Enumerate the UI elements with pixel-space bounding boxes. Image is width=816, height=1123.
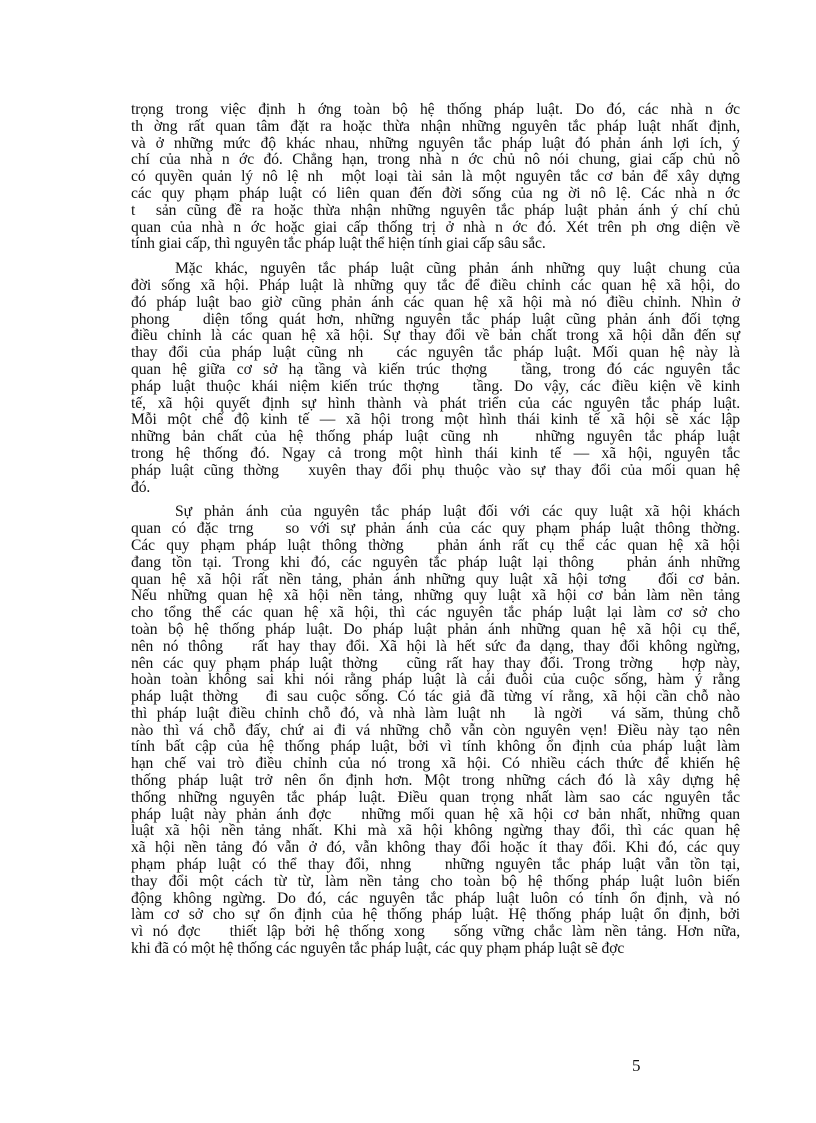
text-line: xã hội nền tảng đó vẫn ở đó, vẫn không thay đổi hoặc ít thay đổi. Khi đó, các quy	[131, 839, 740, 857]
text-line: Nếu những quan hệ xã hội nền tảng, những quy luật xã hội cơ bản làm nền tảng	[131, 587, 740, 605]
text-line: đó pháp luật bao giờ cũng phản ánh các quan hệ xã hội mà nó điều chỉnh. Nhìn ở	[131, 293, 740, 311]
paragraph-2	[131, 261, 740, 496]
text-line: nên các quy phạm pháp luật thờng cũng rất hay thay đổi. Trong trờng hợp này,	[131, 654, 740, 672]
text-line: tính bất cập của hệ thống pháp luật, bởi vì tính không ổn định của pháp luật làm	[131, 738, 740, 756]
text-line: đang tồn tại. Trong khi đó, các nguyên tắc pháp luật lại thông phản ánh những	[131, 553, 740, 571]
text-line: quan của nhà n ớc hoặc giai cấp thống trị ở nhà n ớc đó. Xét trên ph ơng diện về	[131, 218, 740, 236]
text-line: Sự phản ánh của nguyên tắc pháp luật đối với các quy luật xã hội khách	[175, 503, 740, 521]
text-line: nên nó thông rất hay thay đổi. Xã hội là hết sức đa dạng, thay đổi không ngừng,	[131, 637, 740, 655]
text-line: luật xã hội nền tảng nhất. Khi mà xã hội không ngừng thay đổi, thì các quan hệ	[131, 822, 740, 840]
text-line: động không ngừng. Do đó, các nguyên tắc pháp luật luôn có tính ổn định, và nó	[131, 889, 740, 907]
page-number: 5	[632, 1056, 641, 1075]
text-line: pháp luật cũng thờng xuyên thay đổi phụ thuộc vào sự thay đổi của mối quan hệ	[131, 461, 740, 479]
text-line: đời sống xã hội. Pháp luật là những quy tắc để điều chỉnh các quan hệ xã hội, do	[131, 276, 740, 294]
text-line: quan hệ giữa cơ sở hạ tầng và kiến trúc thợng tầng, trong đó các nguyên tắc	[131, 360, 740, 378]
text-line: t sản cũng đề ra hoặc thừa nhận những nguyên tắc pháp luật phản ánh ý chí chủ	[131, 201, 740, 219]
text-line: thì pháp luật điều chỉnh chỗ đó, và nhà làm luật nh là ngời vá săm, thủng chỗ	[131, 704, 740, 722]
body-text	[131, 102, 740, 966]
text-line: Mỗi một chế độ kinh tế — xã hội trong một hình thái kinh tế xã hội sẽ xác lập	[131, 411, 740, 429]
text-line: thống pháp luật trở nên ổn định hơn. Một trong những cách đó là xây dựng hệ	[131, 772, 740, 790]
text-line: hoàn toàn không sai khi nói rằng pháp luật là cái đuôi của cuộc sống, hàm ý rằng	[131, 671, 740, 689]
text-line: chí của nhà n ớc đó. Chẳng hạn, trong nhà n ớc chủ nô nói chung, giai cấp chủ nô	[131, 151, 740, 169]
paragraph-1	[131, 102, 740, 253]
text-line: thống những nguyên tắc pháp luật. Điều quan trọng nhất làm sao các nguyên tắc	[131, 788, 740, 806]
text-line: những bản chất của hệ thống pháp luật cũng nh những nguyên tắc pháp luật	[131, 428, 740, 446]
text-line: vì nó đợc thiết lập bởi hệ thống xong sống vững chắc làm nền tảng. Hơn nữa,	[131, 923, 740, 941]
text-line: Mặc khác, nguyên tắc pháp luật cũng phản ánh những quy luật chung của	[175, 260, 740, 278]
text-line: điều chỉnh là các quan hệ xã hội. Sự thay đổi về bản chất trong xã hội dẫn đến sự	[131, 327, 740, 345]
text-line: cho tổng thể các quan hệ xã hội, thì các nguyên tắc pháp luật lại làm cơ sở cho	[131, 604, 740, 622]
text-line: quan có đặc trng so với sự phản ánh của các quy phạm pháp luật thông thờng.	[131, 520, 740, 538]
text-line: trong hệ thống đó. Ngay cả trong một hình thái kinh tế — xã hội, nguyên tắc	[131, 444, 740, 462]
text-line: hạn chế vai trò điều chỉnh của nó trong xã hội. Có nhiều cách thức để khiến hệ	[131, 755, 740, 773]
text-line: thay đổi một cách từ từ, làm nền tảng cho toàn bộ hệ thống pháp luật luôn biến	[131, 872, 740, 890]
text-line: khi đã có một hệ thống các nguyên tắc pháp luật, các quy phạm pháp luật sẽ đợc	[131, 940, 625, 958]
text-line: làm cơ sở cho sự ổn định của hệ thống pháp luật. Hệ thống pháp luật ổn định, bởi	[131, 906, 740, 924]
text-line: có quyền quản lý nô lệ nh một loại tài sản là một nguyên tắc cơ bản để xây dựng	[131, 168, 740, 186]
text-line: phong diện tổng quát hơn, những nguyên tắc pháp luật cũng phản ánh đối tợng	[131, 310, 740, 328]
text-line: th ờng rất quan tâm đặt ra hoặc thừa nhận những nguyên tắc pháp luật nhất định,	[131, 117, 740, 135]
text-line: thay đổi của pháp luật cũng nh các nguyên tắc pháp luật. Mối quan hệ này là	[131, 344, 740, 362]
text-line: nào thì vá chỗ đấy, chứ ai đi vá những chỗ vẫn còn nguyên vẹn! Điều này tạo nên	[131, 721, 740, 739]
text-line: phạm pháp luật có thể thay đổi, nhng những nguyên tắc pháp luật vẫn tồn tại,	[131, 856, 740, 874]
text-line: đó.	[131, 478, 151, 496]
text-line: pháp luật thuộc khái niệm kiến trúc thợng tầng. Do vậy, các điều kiện về kinh	[131, 377, 740, 395]
text-line: toàn bộ hệ thống pháp luật. Do pháp luật phản ánh những quan hệ xã hội cụ thể,	[131, 620, 740, 638]
text-line: trọng trong việc định h ớng toàn bộ hệ thống pháp luật. Do đó, các nhà n ớc	[131, 101, 740, 118]
text-line: tính giai cấp, thì nguyên tắc pháp luật thể hiện tính giai cấp sâu sắc.	[131, 235, 546, 253]
text-line: pháp luật này phản ánh đợc những mối quan hệ xã hội cơ bản nhất, những quan	[131, 805, 740, 823]
text-line: tế, xã hội quyết định sự hình thành và phát triển của các nguyên tắc pháp luật.	[131, 394, 740, 412]
text-line: pháp luật thờng đi sau cuộc sống. Có tác giả đã từng ví rằng, xã hội cần chỗ nào	[131, 688, 740, 706]
text-line: quan hệ xã hội rất nền tảng, phản ánh những quy luật xã hội tơng đối cơ bản.	[131, 570, 740, 588]
text-line: các quy phạm pháp luật có liên quan đến đời sống của ng ời nô lệ. Các nhà n ớc	[131, 184, 740, 202]
text-line: và ở những mức độ khác nhau, những nguyên tắc pháp luật đó phản ánh lợi ích, ý	[131, 134, 740, 152]
paragraph-3	[131, 504, 740, 958]
text-line: Các quy phạm pháp luật thông thờng phản ánh rất cụ thể các quan hệ xã hội	[131, 536, 740, 554]
